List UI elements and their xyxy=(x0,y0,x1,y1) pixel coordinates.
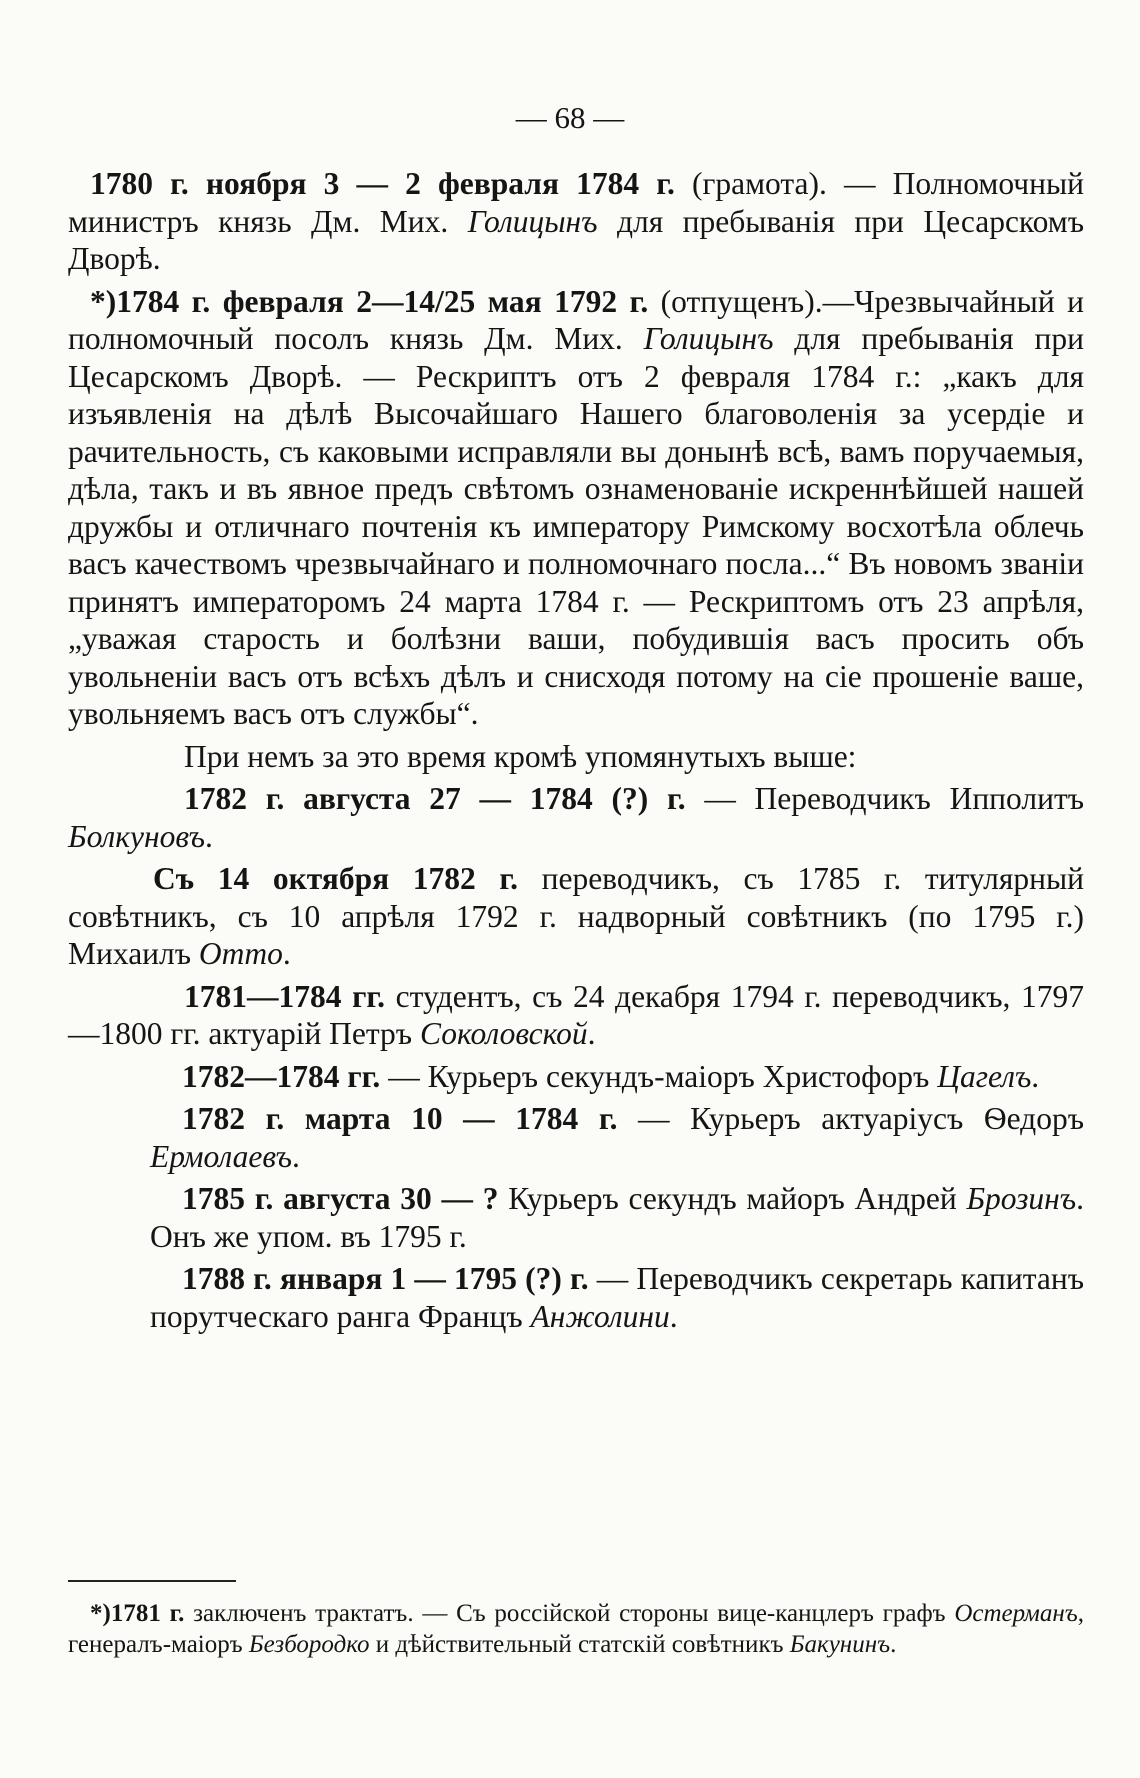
person-name: Соколовской xyxy=(419,1016,588,1051)
entry-text: . xyxy=(1031,1058,1040,1094)
staff-entry xyxy=(68,978,1084,1053)
main-text xyxy=(68,165,1084,1340)
staff-entry xyxy=(68,1260,1084,1335)
person-name: Бакунинъ xyxy=(789,1631,891,1658)
staff-entry xyxy=(68,1058,1084,1096)
footnote-divider xyxy=(68,1580,236,1582)
entry-text: для пребыванія при Цесарскомъ Дворѣ. xyxy=(68,203,1085,276)
staff-intro: При немъ за это время кромѣ упомянутыхъ выше: xyxy=(184,738,857,774)
footnote-body: заключенъ трактатъ. — Съ россійской стороны вице-канцлеръ графъ xyxy=(184,1600,955,1627)
entry-text: — Курьеръ актуаріусъ Ѳедоръ xyxy=(617,1101,1084,1136)
entry-text: . xyxy=(587,1016,596,1051)
entry-date: 1782—1784 гг. xyxy=(182,1058,381,1094)
entry-date: 1785 г. августа 30 — ? xyxy=(182,1181,499,1216)
person-name: Анжолини xyxy=(530,1298,670,1334)
entry-text: . xyxy=(204,818,213,854)
entry-golitsyn-ambassador xyxy=(68,283,1084,733)
entry-text: — Переводчикъ секретарь капитанъ порутческаго ранга Францъ xyxy=(150,1261,1084,1334)
person-name: Голицынъ xyxy=(643,321,774,356)
entry-date: *)1784 г. февраля 2—14/25 мая 1792 г. xyxy=(90,283,649,319)
footnote-text xyxy=(68,1598,1084,1660)
person-name: Цагелъ xyxy=(937,1058,1032,1094)
footnote-body: , генералъ-маіоръ xyxy=(68,1600,1084,1658)
entry-text: Курьеръ секундъ майоръ Андрей xyxy=(498,1181,967,1216)
entry-date: Съ 14 октября 1782 г. xyxy=(153,861,518,896)
entry-text: . xyxy=(669,1298,678,1334)
person-name: Ермолаевъ xyxy=(150,1138,292,1174)
staff-entry xyxy=(68,1180,1084,1255)
entry-text: (грамота). — Полномочный министръ князь Дм. Мих. xyxy=(68,166,1085,239)
entry-date: 1788 г. января 1 — 1795 (?) г. xyxy=(182,1261,589,1296)
entry-text: — Курьеръ секундъ-маіоръ Христофоръ xyxy=(380,1058,938,1094)
entry-date: 1781—1784 гг. xyxy=(184,978,386,1014)
staff-entry xyxy=(68,860,1084,973)
staff-entry xyxy=(68,780,1084,855)
entry-golitsyn-minister xyxy=(68,165,1084,278)
entry-text: . xyxy=(282,936,291,971)
entry-date: 1780 г. ноября 3 — 2 февраля 1784 г. xyxy=(90,166,675,201)
footnote-body: и дѣйствительный статскій совѣтникъ xyxy=(369,1631,790,1658)
person-name: Остерманъ xyxy=(954,1600,1078,1627)
footnote xyxy=(68,1598,1084,1660)
footnote-body: . xyxy=(890,1631,897,1658)
entry-text: (отпущенъ).—Чрезвычайный и полномочный посолъ князь Дм. Мих. xyxy=(68,283,1084,356)
person-name: Отто xyxy=(198,936,283,971)
footnote-mark: *) xyxy=(90,1600,111,1627)
entry-text: для пребыванія при Цесарскомъ Дворѣ. — Рескриптъ отъ 2 февраля 1784 г.: „какъ для изъявленія на дѣлѣ Высочайшаго Нашего благоволенія за усердіе и рачительность, съ каковыми исправляли вы донынѣ всѣ, вамъ поручаемыя, дѣла, такъ и въ явное предъ свѣтомъ ознаменованіе искреннѣйшей нашей дружбы и отличнаго почтенія къ императору Римскому восхотѣла облечь васъ качествомъ чрезвычайнаго и полномочнаго посла...“ Въ новомъ званіи принятъ императоромъ 24 марта 1784 г. — Рескриптомъ отъ 23 апрѣля, „уважая старость и болѣзни ваши, побудившія васъ просить объ увольненіи васъ отъ всѣхъ дѣлъ и снисходя потому на сіе прошеніе ваше, увольняемъ васъ отъ службы“. xyxy=(68,321,1084,731)
entry-text: — Переводчикъ Ипполитъ xyxy=(685,781,1084,816)
footnote-date: 1781 г. xyxy=(110,1600,185,1627)
entry-date: 1782 г. марта 10 — 1784 г. xyxy=(182,1101,618,1136)
person-name: Болкуновъ xyxy=(68,818,205,854)
person-name: Брозинъ xyxy=(966,1181,1077,1216)
entry-text: . Онъ же упом. въ 1795 г. xyxy=(150,1181,1084,1254)
person-name: Безбородко xyxy=(248,1631,370,1658)
staff-entry xyxy=(68,1100,1084,1175)
entry-date: 1782 г. августа 27 — 1784 (?) г. xyxy=(184,781,686,816)
entry-text: студентъ, съ 24 декабря 1794 г. переводчикъ, 1797—1800 гг. актуарій Петръ xyxy=(68,978,1085,1051)
entry-text: переводчикъ, съ 1785 г. титулярный совѣтникъ, съ 10 апрѣля 1792 г. надворный совѣтникъ (по 1795 г.) Михаилъ xyxy=(68,861,1084,971)
page-number: — 68 — xyxy=(515,100,625,135)
person-name: Голицынъ xyxy=(467,203,598,239)
entry-text: . xyxy=(291,1138,300,1174)
